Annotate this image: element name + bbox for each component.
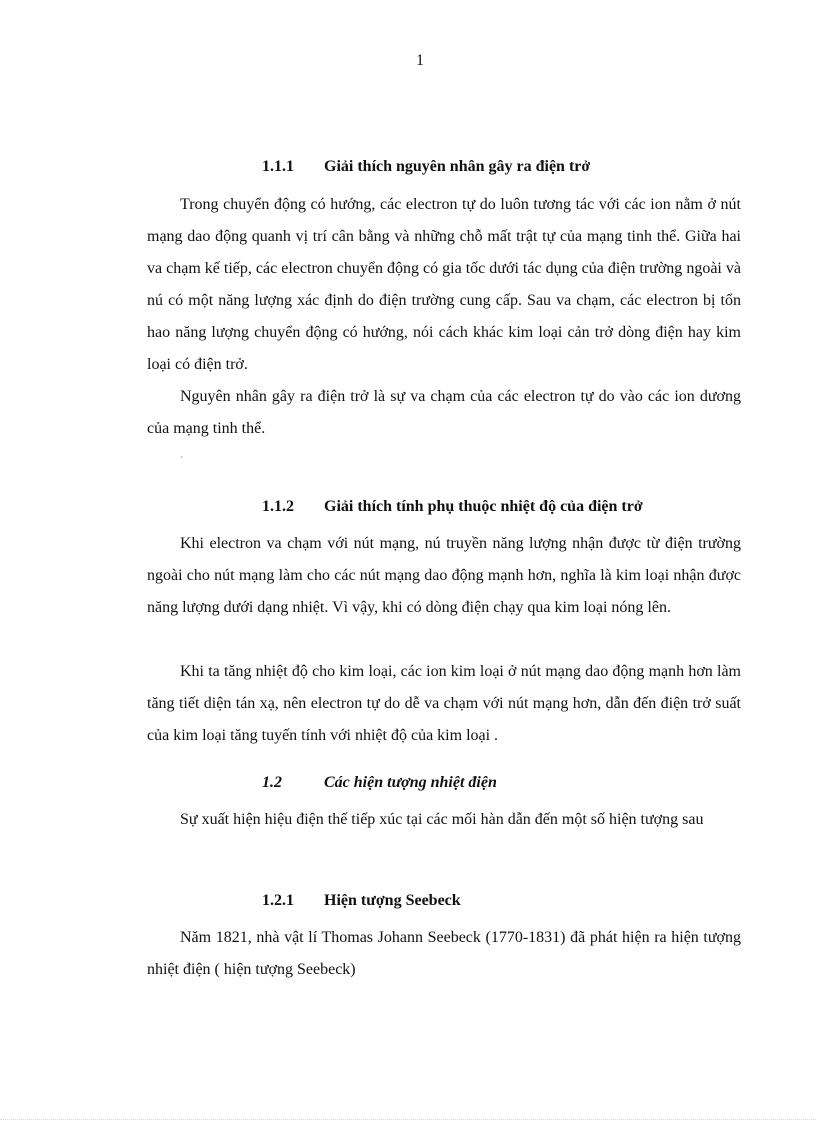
stray-mark: ` xyxy=(180,456,184,467)
page-number: 1 xyxy=(416,52,424,69)
section-title: Giải thích tính phụ thuộc nhiệt độ của điện trở xyxy=(324,498,643,515)
section-number: 1.1.2 xyxy=(262,498,294,515)
section-heading-1-2 xyxy=(262,774,497,792)
section-heading-1-2-1 xyxy=(262,892,461,910)
paragraph: Sự xuất hiện hiệu điện thế tiếp xúc tại các mối hàn dẫn đến một số hiện tượng sau xyxy=(180,811,704,828)
section-number: 1.2 xyxy=(262,774,282,791)
page-bottom-rule xyxy=(0,1119,816,1120)
section-title: Giải thích nguyên nhân gây ra điện trở xyxy=(324,158,591,175)
section-heading-1-1-1 xyxy=(262,158,590,176)
paragraph: Khi ta tăng nhiệt độ cho kim loại, các ion kim loại ở nút mạng dao động mạnh hơn làm tăng tiết diện tán xạ, nên electron tự do dễ va chạm với nút mạng hơn, dẫn đến điện trở suất của kim loại tăng tuyến tính với nhiệt độ của kim loại . xyxy=(147,663,741,744)
section-number: 1.1.1 xyxy=(262,158,294,175)
paragraph: Khi electron va chạm với nút mạng, nú truyền năng lượng nhận được từ điện trường ngoài cho nút mạng làm cho các nút mạng dao động mạnh hơn, nghĩa là kim loại nhận được năng lượng dưới dạng nhiệt. Vì vậy, khi có dòng điện chạy qua kim loại nóng lên. xyxy=(147,535,741,616)
paragraph: Trong chuyển động có hướng, các electron tự do luôn tương tác với các ion nằm ở nút mạng dao động quanh vị trí cân bằng và những chỗ mất trật tự của mạng tinh thể. Giữa hai va chạm kế tiếp, các electron chuyển động có gia tốc dưới tác dụng của điện trường ngoài và nú có một năng lượng xác định do điện trường cung cấp. Sau va chạm, các electron bị tổn hao năng lượng chuyển động có hướng, nói cách khác kim loại cản trở dòng điện hay kim loại có điện trở. xyxy=(147,196,741,373)
section-title: Các hiện tượng nhiệt điện xyxy=(324,774,497,791)
section-number: 1.2.1 xyxy=(262,892,294,909)
paragraph: Năm 1821, nhà vật lí Thomas Johann Seebeck (1770-1831) đã phát hiện ra hiện tượng nhiệt điện ( hiện tượng Seebeck) xyxy=(147,929,741,978)
paragraph: Nguyên nhân gây ra điện trở là sự va chạm của các electron tự do vào các ion dương của mạng tinh thể. xyxy=(147,388,741,437)
section-heading-1-1-2 xyxy=(262,498,643,516)
section-title: Hiện tượng Seebeck xyxy=(324,892,461,909)
